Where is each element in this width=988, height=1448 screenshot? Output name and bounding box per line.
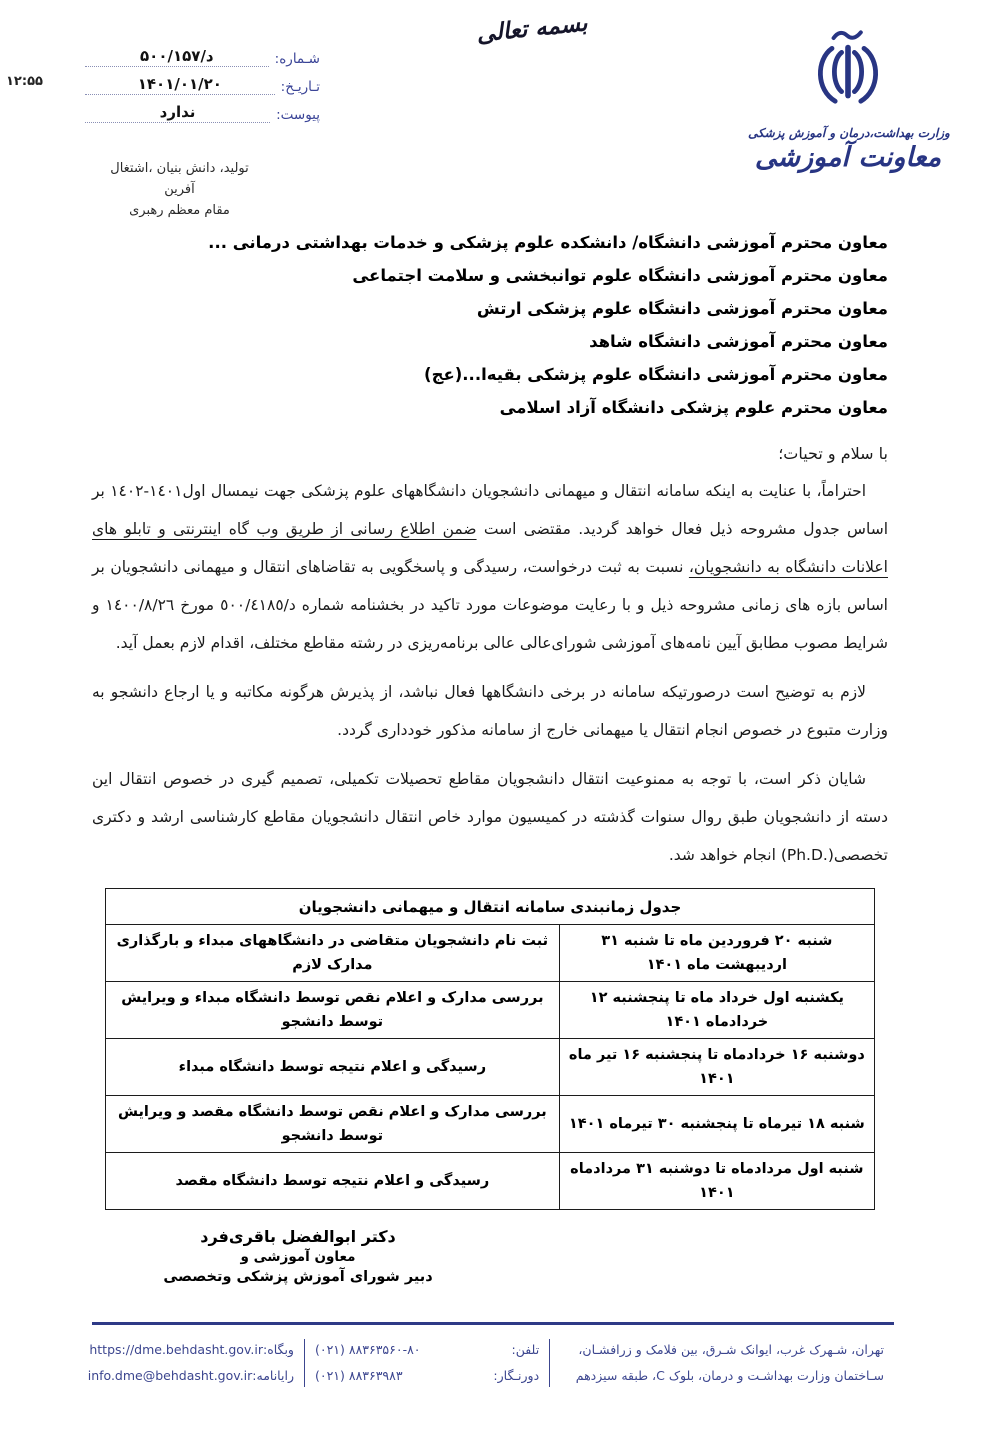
letter-date-value: ۱۴۰۱/۰۱/۲۰: [137, 75, 222, 93]
phone-row: [315, 1337, 539, 1363]
semester-years: ١٤٠١-١٤٠٢: [110, 482, 183, 500]
addressee-list: [92, 226, 888, 424]
schedule-desc-cell: رسیدگی و اعلام نتیجه توسط دانشگاه مقصد: [106, 1153, 560, 1210]
schedule-desc-cell: ثبت نام دانشجویان متقاضی در دانشگاههای مبداء و بارگذاری مدارک لازم: [106, 925, 560, 982]
year-slogan: [97, 158, 262, 221]
paragraph-1-text: نسبت به ثبت درخواست، رسیدگی و پاسخگویی به تقاضاهای انتقال و میهمانی دانشجویان بر اساس بازه های زمانی مشروحه ذیل و با رعایت موضوعات مورد تاکید در بخشنامه شماره: [92, 558, 888, 614]
email-label: رایانامه:: [252, 1368, 294, 1383]
letter-date-row: [85, 74, 320, 95]
circular-number: د/٥٠٠/٤١٨٥: [220, 596, 296, 614]
ministry-name: وزارت بهداشت،درمان و آموزش پزشکی: [748, 126, 950, 140]
footer-phones: [305, 1337, 549, 1389]
footer: [87, 1337, 894, 1389]
paragraph-1: [92, 472, 888, 662]
addressee-line: معاون محترم آموزشی دانشگاه علوم پزشکی بقیه‌ا...(عج): [424, 365, 888, 384]
website-row: [89, 1337, 294, 1363]
addressee-line: معاون محترم آموزشی دانشگاه شاهد: [589, 332, 888, 351]
table-row: [106, 982, 875, 1039]
bismillah-calligraphy: بسمه تعالی: [475, 10, 589, 48]
website-label: وبگاه:: [262, 1342, 294, 1357]
underlined-notice: ضمن اطلاع رسانی از طریق وب گاه اینترنتی و تابلو های اعلانات دانشگاه به دانشجویان،: [92, 520, 888, 576]
fax-label: دورنـگار:: [493, 1368, 540, 1383]
slogan-line-2: مقام معظم رهبری: [129, 203, 230, 218]
website-url: https://dme.behdasht.gov.ir: [89, 1342, 263, 1357]
slogan-line-1: تولید، دانش بنیان ،اشتغال آفرین: [110, 161, 249, 197]
paragraph-3-text: شایان ذکر است، با توجه به ممنوعیت انتقال دانشجویان مقاطع تحصیلات تکمیلی، تصمیم گیری در خصوص انتقال این دسته از دانشجویان طبق روال سنوات گذشته در کمیسیون موارد خاص انتقال دانشجویان مقاطع کارشناسی ارشد و دکتری تخصصی: [92, 770, 888, 864]
phd-abbreviation: (Ph.D.): [780, 846, 834, 864]
schedule-date-cell: دوشنبه ۱۶ خردادماه تا پنجشنبه ۱۶ تیر ماه ۱۴۰۱: [559, 1039, 874, 1096]
footer-web: [87, 1337, 304, 1389]
footer-address: [550, 1337, 894, 1389]
deputy-name: معاونت آموزشی: [754, 142, 942, 173]
addressee-line: معاون محترم آموزشی دانشگاه علوم پزشکی ارتش: [476, 299, 888, 318]
addressee-line: معاون محترم علوم پزشکی دانشگاه آزاد اسلامی: [499, 398, 888, 417]
addressee-line: معاون محترم آموزشی دانشگاه علوم توانبخشی و سلامت اجتماعی: [352, 266, 888, 285]
schedule-table-title-row: [106, 889, 875, 925]
schedule-table: [105, 888, 875, 1210]
schedule-table-title: جدول زمانبندی سامانه انتقال و میهمانی دانشجویان: [106, 889, 875, 925]
letter-number-value: د/۵۰۰/۱۵۷: [140, 47, 214, 65]
paragraph-1-text: مورخ ١٤٠٠/٨/٢٦ و شرایط مصوب مطابق آیین نامه‌های آموزشی شورای‌عالی عالی برنامه‌ریزی در رشته مقاطع مختلف، اقدام لازم بعمل آید.: [92, 596, 888, 652]
letter-date-label: تـاریـخ:: [280, 79, 320, 95]
schedule-desc-cell: بررسی مدارک و اعلام نقص توسط دانشگاه مبداء و ویرایش توسط دانشجو: [106, 982, 560, 1039]
letter-attachment-label: پیوست:: [276, 107, 320, 123]
table-row: [106, 1096, 875, 1153]
schedule-desc-cell: رسیدگی و اعلام نتیجه توسط دانشگاه مبداء: [106, 1039, 560, 1096]
table-row: [106, 925, 875, 982]
table-row: [106, 1153, 875, 1210]
salutation: با سلام و تحیات؛: [778, 444, 888, 463]
letter-attachment-value: ندارد: [159, 103, 196, 121]
schedule-date-cell: یکشنبه اول خرداد ماه تا پنجشنبه ۱۲ خردادماه ۱۴۰۱: [559, 982, 874, 1039]
email-address: info.dme@behdasht.gov.ir: [87, 1368, 253, 1383]
letter-meta-block: [85, 46, 320, 130]
table-row: [106, 1039, 875, 1096]
schedule-date-cell: شنبه ۱۸ تیرماه تا پنجشنبه ۳۰ تیرماه ۱۴۰۱: [559, 1096, 874, 1153]
ministry-letterhead: [748, 22, 948, 173]
footer-column-divider: [304, 1339, 305, 1387]
paragraph-1-text: احتراماً، با عنایت به اینکه سامانه انتقال و میهمانی دانشجویان دانشگاههای علوم پزشکی جهت نیمسال اول: [182, 482, 866, 500]
paragraph-3: [92, 760, 888, 874]
fax-row: [315, 1363, 539, 1389]
iran-emblem-icon: [800, 22, 896, 122]
paragraph-2: لازم به توضیح است درصورتیکه سامانه در برخی دانشگاهها فعال نباشد، از پذیرش هرگونه مکاتبه و یا ارجاع دانشجو به وزارت متبوع در خصوص انجام انتقال یا میهمانی خارج از سامانه مذکور خودداری گردد.: [92, 683, 888, 739]
address-line-1: تهران، شـهرک غرب، ایوانک شـرق، بین فلامک و زرافشـان،: [578, 1342, 884, 1357]
footer-divider-line: [92, 1322, 894, 1325]
schedule-date-cell: شنبه ۲۰ فروردین ماه تا شنبه ۳۱ اردیبهشت ماه ۱۴۰۱: [559, 925, 874, 982]
signer-title-2: دبیر شورای آموزش پزشکی وتخصصی: [163, 1269, 433, 1285]
phone-label: تلفن:: [511, 1342, 540, 1357]
footer-column-divider: [549, 1339, 550, 1387]
signer-title-1: معاون آموزشی و: [240, 1249, 356, 1265]
signature-block: [138, 1226, 458, 1287]
letter-body: [92, 226, 888, 1287]
schedule-date-cell: شنبه اول مردادماه تا دوشنبه ۳۱ مردادماه ۱۴۰۱: [559, 1153, 874, 1210]
letter-number-label: شـماره:: [274, 51, 320, 67]
signer-name: دکتر ابوالفضل باقری‌فرد: [200, 1227, 396, 1246]
fax-number: (۰۲۱) ۸۸۳۶۳۹۸۳: [314, 1368, 403, 1383]
addressee-line: معاون محترم آموزشی دانشگاه/ دانشکده علوم پزشکی و خدمات بهداشتی درمانی ...: [208, 233, 888, 252]
print-time: ۱۲:۵۵: [6, 74, 43, 89]
letter-number-row: [85, 46, 320, 67]
address-line-2: سـاختمان وزارت بهداشـت و درمان، بلوک C، طبقه سیزدهم: [575, 1368, 884, 1383]
paragraph-1-text: بر اساس جدول مشروحه ذیل فعال خواهد گردید. مقتضی است: [92, 482, 888, 538]
paragraph-3-text: انجام خواهد شد.: [668, 846, 781, 864]
phone-number: (۰۲۱) ۸۸۳۶۳۵۶۰-۸۰: [314, 1342, 421, 1357]
schedule-desc-cell: بررسی مدارک و اعلام نقص توسط دانشگاه مقصد و ویرایش توسط دانشجو: [106, 1096, 560, 1153]
email-row: [87, 1363, 294, 1389]
letter-attachment-row: [85, 102, 320, 123]
